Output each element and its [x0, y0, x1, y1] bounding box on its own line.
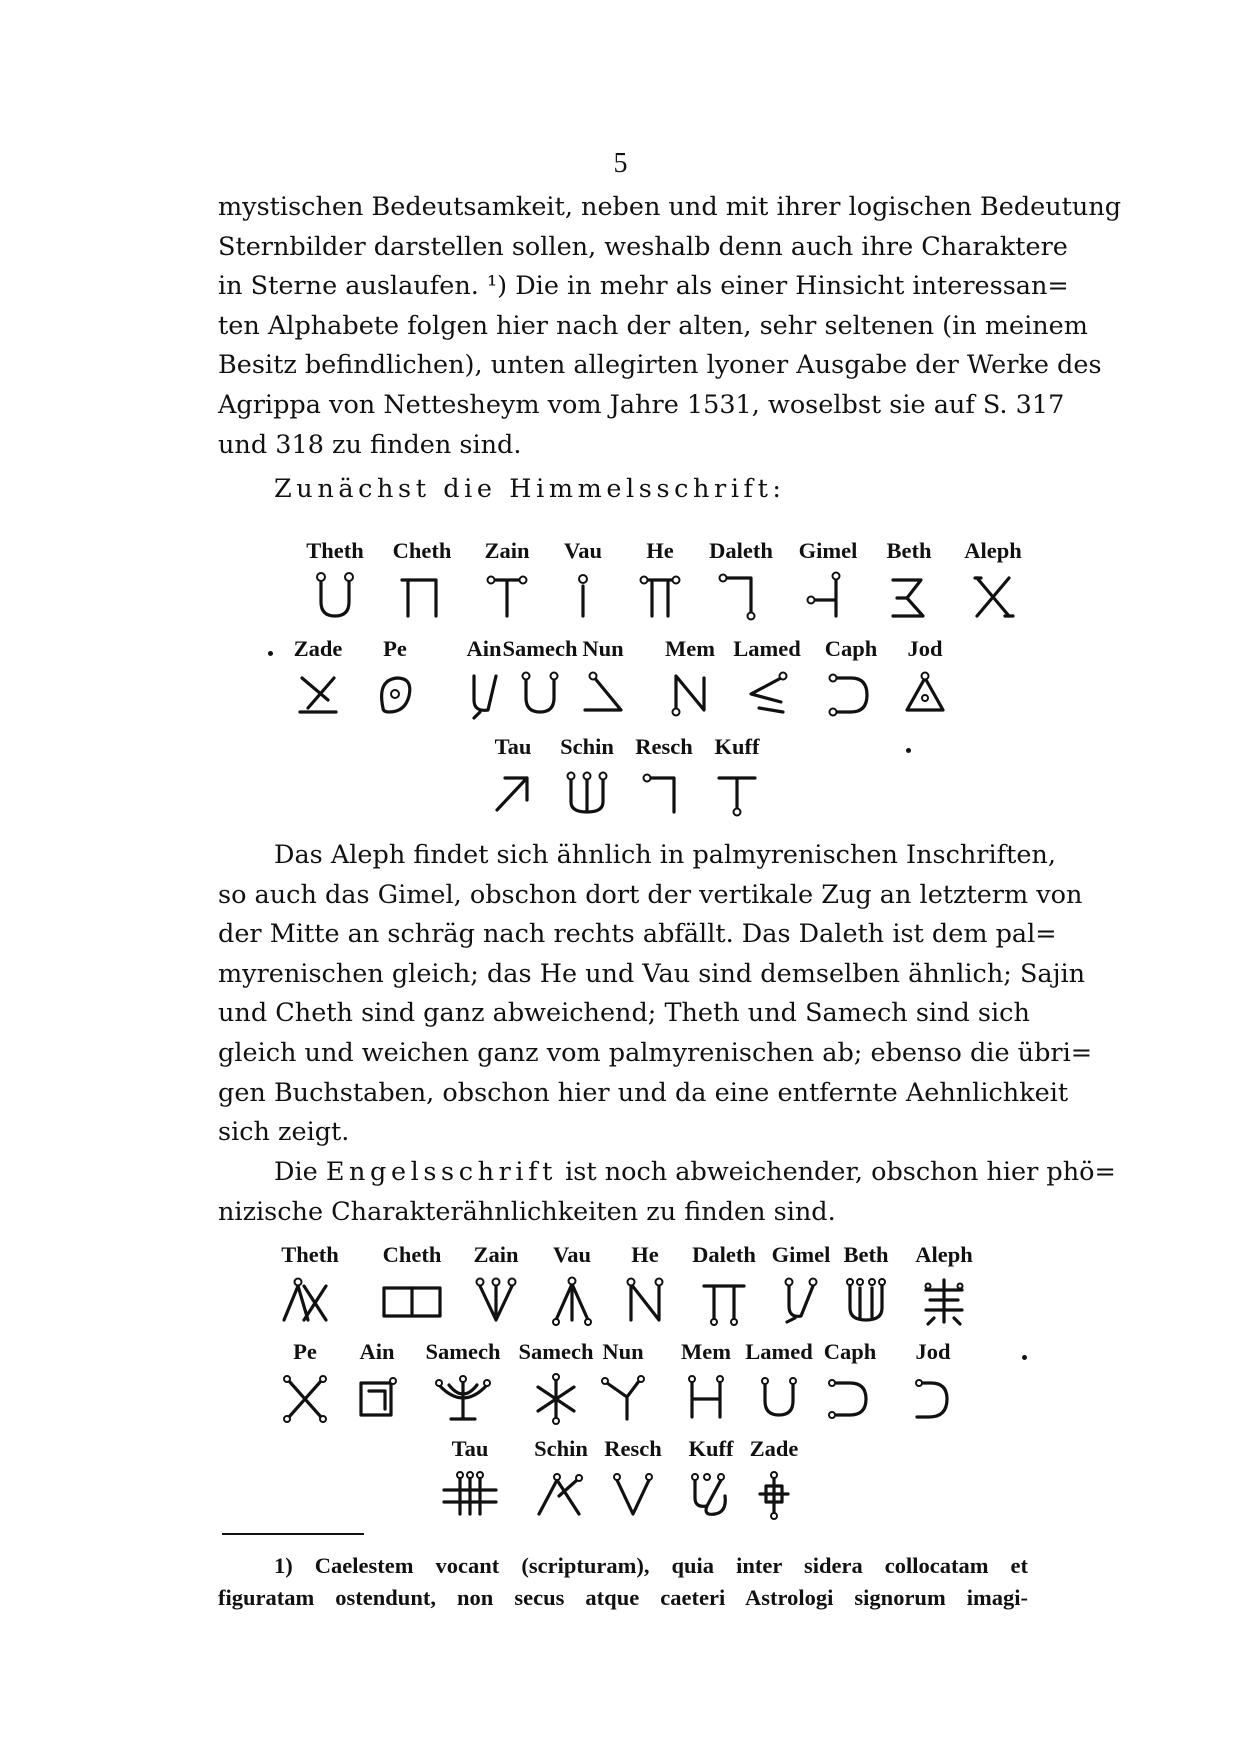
text-line: Besitz befindlichen), unten allegirten lyoner Ausgabe der Werke des	[218, 350, 1102, 381]
letter-name: Lamed	[733, 636, 801, 661]
celestial-daleth-glyph-icon	[711, 570, 771, 622]
angelic-gimel-glyph-icon	[771, 1274, 831, 1326]
spaced-term: Engelsschrift	[325, 1157, 557, 1187]
celestial-jod-glyph-icon	[895, 668, 955, 720]
print-speck	[906, 748, 911, 753]
celestial-ain-glyph-icon	[454, 668, 514, 720]
angelic-vau-glyph-icon	[542, 1274, 602, 1326]
paragraph-palmyrene-comparison	[218, 836, 1093, 1153]
paragraph-mystical-meaning	[218, 188, 1122, 465]
letter-name: Cheth	[392, 538, 452, 563]
letter-name: Aleph	[915, 1242, 973, 1267]
letter-name: Caph	[823, 1339, 877, 1364]
footnote-separator	[222, 1533, 364, 1535]
letter-name: Vau	[564, 538, 602, 563]
letter-name: Ain	[359, 1339, 395, 1364]
angelic-resch-glyph-icon	[603, 1468, 663, 1520]
text-line: gleich und weichen ganz vom palmyrenischen ab; ebenso die übri=	[218, 1037, 1093, 1068]
letter-name: Samech	[502, 636, 578, 661]
letter-name: He	[631, 1242, 659, 1267]
letter-name: Kuff	[714, 734, 760, 759]
angelic-samech-glyph-icon	[433, 1371, 493, 1423]
angelic-schin-glyph-icon	[531, 1468, 591, 1520]
text-line	[218, 1153, 1116, 1193]
celestial-kuff-glyph-icon	[707, 766, 767, 818]
angelic-he-glyph-icon	[615, 1274, 675, 1326]
letter-name: Zain	[484, 538, 530, 563]
celestial-beth-glyph-icon	[879, 570, 939, 622]
text-line: mystischen Bedeutsamkeit, neben und mit ihrer logischen Bedeutung	[218, 192, 1122, 222]
celestial-lamed-glyph-icon	[737, 668, 797, 720]
footnote-line: figuratam ostendunt, non secus atque caeteri Astrologi signorum imagi-	[218, 1585, 1028, 1610]
angelic-jod-glyph-icon	[903, 1371, 963, 1423]
celestial-resch-glyph-icon	[634, 766, 694, 818]
text-line: nizische Charakterähnlichkeiten zu finden sind.	[218, 1196, 836, 1227]
celestial-samech-glyph-icon	[510, 668, 570, 720]
celestial-cheth-glyph-icon	[392, 570, 452, 622]
angelic-daleth-glyph-icon	[694, 1274, 754, 1326]
letter-name: Daleth	[709, 538, 773, 563]
letter-name: Resch	[635, 734, 693, 759]
angelic-tau-glyph-icon	[440, 1468, 500, 1520]
letter-name: Daleth	[692, 1242, 756, 1267]
celestial-caph-glyph-icon	[821, 668, 881, 720]
angelic-ain-glyph-icon	[347, 1371, 407, 1423]
paragraph-angelic-script	[218, 1153, 1116, 1232]
text-line: der Mitte an schräg nach rechts abfällt. Das Daleth ist dem pal=	[218, 919, 1057, 950]
letter-name: Gimel	[798, 538, 858, 563]
celestial-zade-glyph-icon	[288, 668, 348, 720]
letter-name: Ain	[466, 636, 502, 661]
celestial-zain-glyph-icon	[477, 570, 537, 622]
text-line: gen Buchstaben, obschon hier und da eine entfernte Aehnlichkeit	[218, 1077, 1069, 1108]
letter-name: Cheth	[382, 1242, 442, 1267]
letter-name: Lamed	[745, 1339, 813, 1364]
letter-name: Zade	[293, 636, 343, 661]
text-line: und Cheth sind ganz abweichend; Theth und Samech sind sich	[218, 998, 1030, 1029]
celestial-nun-glyph-icon	[573, 668, 633, 720]
heading-celestial-script	[218, 470, 1028, 510]
text-line: in Sterne auslaufen. ¹) Die in mehr als einer Hinsicht interessan=	[218, 271, 1069, 302]
letter-name: Jod	[907, 636, 943, 661]
text-line: Sternbilder darstellen sollen, weshalb denn auch ihre Charaktere	[218, 231, 1068, 262]
angelic-mem-glyph-icon	[676, 1371, 736, 1423]
letter-name: Resch	[604, 1436, 662, 1461]
letter-name: Theth	[281, 1242, 339, 1267]
letter-name: Pe	[293, 1339, 317, 1364]
celestial-theth-glyph-icon	[305, 570, 365, 622]
angelic-samech-glyph-icon	[526, 1371, 586, 1423]
footnote-line: 1) Caelestem vocant (scripturam), quia inter sidera collocatam et	[274, 1553, 1028, 1578]
letter-name: Pe	[383, 636, 407, 661]
letter-name: Vau	[553, 1242, 591, 1267]
text-line: sich zeigt.	[218, 1117, 350, 1148]
angelic-cheth-glyph-icon	[382, 1274, 442, 1326]
letter-name: Nun	[582, 636, 624, 661]
angelic-caph-glyph-icon	[820, 1371, 880, 1423]
celestial-alphabet-row-1	[0, 538, 1241, 628]
letter-name: Mem	[665, 636, 715, 661]
angelic-nun-glyph-icon	[593, 1371, 653, 1423]
letter-name: Beth	[886, 538, 932, 563]
angelic-alphabet-row-2	[0, 1339, 1241, 1429]
letter-name: Samech	[518, 1339, 594, 1364]
celestial-vau-glyph-icon	[553, 570, 613, 622]
text-line: Agrippa von Nettesheym vom Jahre 1531, woselbst sie auf S. 317	[218, 389, 1065, 420]
letter-name: Aleph	[964, 538, 1022, 563]
celestial-aleph-glyph-icon	[963, 570, 1023, 622]
angelic-beth-glyph-icon	[836, 1274, 896, 1326]
letter-name: Samech	[425, 1339, 501, 1364]
letter-name: Caph	[824, 636, 878, 661]
text-line: ten Alphabete folgen hier nach der alten, sehr seltenen (in meinem	[218, 310, 1088, 341]
letter-name: Schin	[560, 734, 614, 759]
angelic-zain-glyph-icon	[466, 1274, 526, 1326]
celestial-gimel-glyph-icon	[798, 570, 858, 622]
letter-name: Beth	[843, 1242, 889, 1267]
celestial-schin-glyph-icon	[557, 766, 617, 818]
letter-name: Tau	[494, 734, 532, 759]
angelic-pe-glyph-icon	[275, 1371, 335, 1423]
angelic-alphabet-row-1	[0, 1242, 1241, 1332]
letter-name: Gimel	[771, 1242, 831, 1267]
angelic-lamed-glyph-icon	[749, 1371, 809, 1423]
section-heading: Zunächst die Himmelsschrift:	[274, 474, 786, 504]
angelic-alphabet-row-3	[0, 1436, 1241, 1526]
letter-name: Zain	[473, 1242, 519, 1267]
celestial-mem-glyph-icon	[660, 668, 720, 720]
celestial-tau-glyph-icon	[483, 766, 543, 818]
celestial-alphabet-row-3	[0, 734, 1241, 824]
celestial-alphabet-row-2	[0, 636, 1241, 726]
text-line: myrenischen gleich; das He und Vau sind demselben ähnlich; Sajin	[218, 958, 1086, 989]
letter-name: Zade	[749, 1436, 799, 1461]
letter-name: Theth	[306, 538, 364, 563]
letter-name: Tau	[451, 1436, 489, 1461]
angelic-zade-glyph-icon	[744, 1468, 804, 1520]
footnote	[218, 1550, 1028, 1614]
text-line: und 318 zu finden sind.	[218, 429, 522, 460]
angelic-aleph-glyph-icon	[914, 1274, 974, 1326]
angelic-theth-glyph-icon	[280, 1274, 340, 1326]
text-fragment: Die	[274, 1157, 318, 1187]
page-number: 5	[613, 148, 628, 179]
print-speck	[268, 651, 273, 656]
letter-name: Kuff	[688, 1436, 734, 1461]
text-line: Das Aleph findet sich ähnlich in palmyrenischen Inschriften,	[274, 840, 1056, 870]
letter-name: Jod	[915, 1339, 951, 1364]
celestial-pe-glyph-icon	[365, 668, 425, 720]
angelic-kuff-glyph-icon	[681, 1468, 741, 1520]
letter-name: He	[646, 538, 674, 563]
celestial-he-glyph-icon	[630, 570, 690, 622]
text-line: so auch das Gimel, obschon dort der vertikale Zug an letzterm von	[218, 879, 1083, 910]
letter-name: Nun	[602, 1339, 644, 1364]
letter-name: Schin	[534, 1436, 588, 1461]
text-fragment: ist noch abweichender, obschon hier phö=	[565, 1157, 1116, 1187]
print-speck	[1022, 1355, 1027, 1360]
letter-name: Mem	[681, 1339, 731, 1364]
